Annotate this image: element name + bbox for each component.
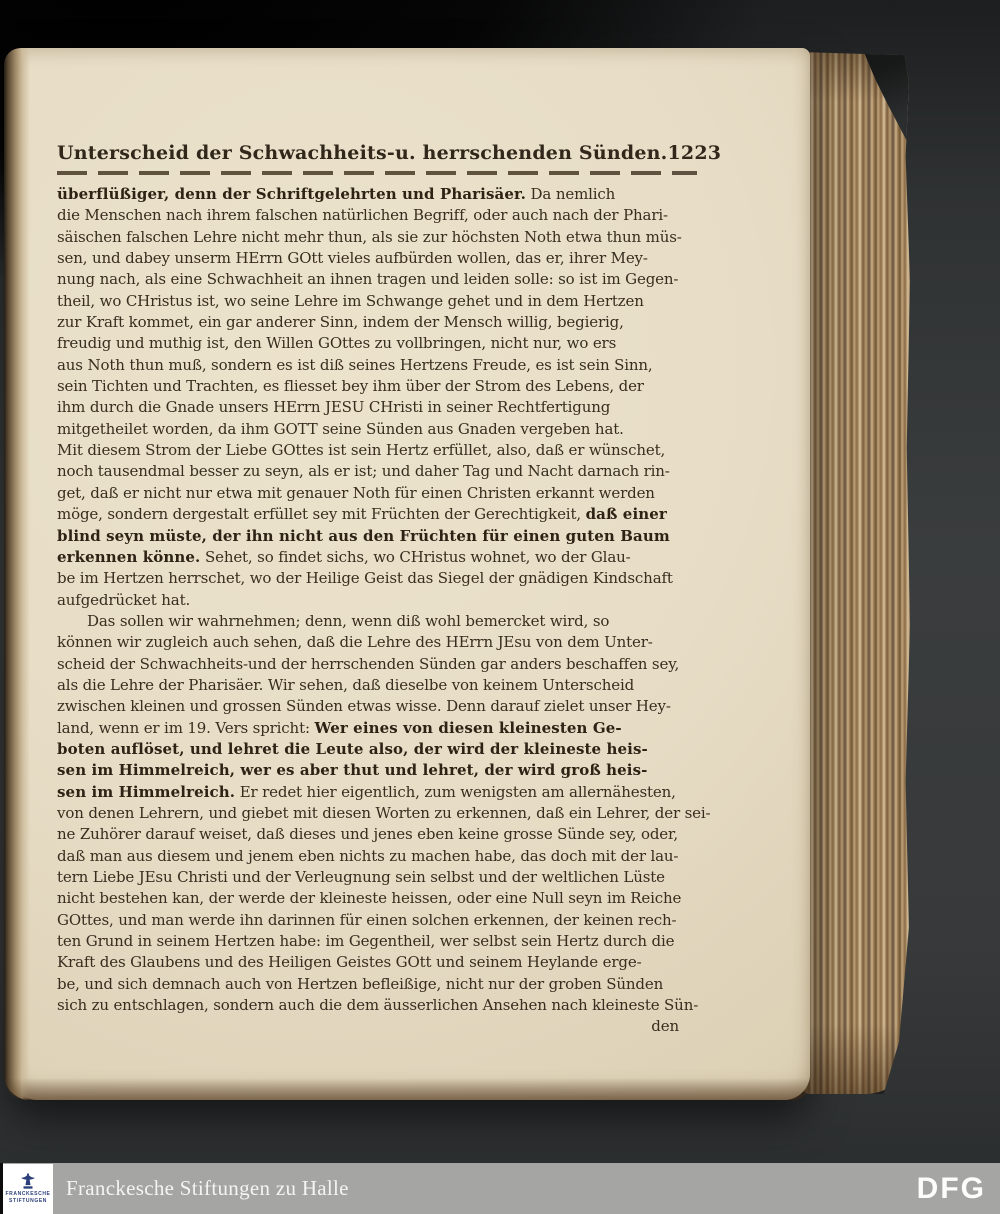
text-line: aus Noth thun muß, sondern es ist diß seines Hertzens Freude, es ist sein Sinn,: [57, 355, 653, 374]
text-line: aufgedrücket hat.: [57, 590, 191, 609]
damaged-corner: [840, 52, 910, 147]
text-line: theil, wo CHristus ist, wo seine Lehre im Schwange gehet und in dem Hertzen: [57, 291, 644, 310]
text-line: scheid der Schwachheits-und der herrschenden Sünden gar anders beschaffen sey,: [57, 654, 680, 673]
franckesche-logo: [3, 1164, 53, 1214]
book-page: [4, 48, 810, 1100]
text-line: möge, sondern dergestalt erfüllet sey mit Früchten der Gerechtigkeit, daß einer: [57, 505, 667, 524]
text-line: zwischen kleinen und grossen Sünden etwas wisse. Denn darauf zielet unser Hey-: [57, 697, 671, 716]
text-line: ne Zuhörer darauf weiset, daß dieses und jenes eben keine grosse Sünde sey, oder,: [57, 825, 679, 844]
text-line: mitgetheilet worden, da ihm GOTT seine Sünden aus Gnaden vergeben hat.: [57, 419, 624, 438]
page-content: [57, 142, 722, 1038]
text-line: ihm durch die Gnade unsers HErrn JESU CHristi in seiner Rechtfertigung: [57, 398, 611, 417]
running-head: [57, 142, 722, 164]
text-line: erkennen könne. Sehet, so findet sichs, wo CHristus wohnet, wo der Glau-: [57, 547, 631, 566]
catchword: den: [651, 1017, 679, 1036]
text-line: blind seyn müste, der ihn nicht aus den Früchten für einen guten Baum: [57, 526, 670, 545]
text-line: Das sollen wir wahrnehmen; denn, wenn diß wohl bemercket wird, so: [87, 611, 610, 630]
text-line: nung nach, als eine Schwachheit an ihnen tragen und leiden solle: so ist im Gegen-: [57, 270, 679, 289]
text-line: tern Liebe JEsu Christi und der Verleugnung sein selbst und der weltlichen Lüste: [57, 868, 665, 886]
text-line: sich zu entschlagen, sondern auch die dem äusserlichen Ansehen nach kleineste Sün-: [57, 996, 699, 1015]
text-line: noch tausendmal besser zu seyn, als er ist; und daher Tag und Nacht darnach rin-: [57, 462, 670, 481]
text-line: Kraft des Glaubens und des Heiligen Geistes GOtt und seinem Heylande erge-: [57, 953, 642, 972]
text-line: be im Hertzen herrschet, wo der Heilige Geist das Siegel der gnädigen Kindschaft: [57, 569, 673, 588]
text-line: von denen Lehrern, und giebet mit diesen Worten zu erkennen, daß ein Lehrer, der sei-: [57, 803, 711, 822]
dfg-logo: DFG: [916, 1171, 986, 1205]
text-line: Mit diesem Strom der Liebe GOttes ist sein Hertz erfüllet, also, daß er wünschet,: [57, 441, 666, 460]
text-line: ten Grund in seinem Hertzen habe: im Gegentheil, wer selbst sein Hertz durch die: [57, 932, 675, 951]
text-line: be, und sich demnach auch von Hertzen befleißige, nicht nur der groben Sünden: [57, 974, 664, 993]
institution-title: Franckesche Stiftungen zu Halle: [66, 1176, 349, 1200]
page-number: 1223: [667, 142, 722, 164]
text-line: freudig und muthig ist, den Willen GOttes zu vollbringen, nicht nur, wo ers: [57, 334, 617, 353]
page-header-title: Unterscheid der Schwachheits-u. herrschenden Sünden.: [57, 142, 668, 164]
logo-caption-line1: FRANCKESCHE: [5, 1191, 51, 1198]
text-line: sein Tichten und Trachten, es fliesset bey ihm über der Strom des Lebens, der: [57, 377, 644, 396]
text-block: [57, 184, 711, 1038]
footer-bar: [0, 1163, 1000, 1214]
text-line: sen, und dabey unserm HErrn GOtt vieles aufbürden wollen, das er, ihrer Mey-: [57, 249, 648, 268]
text-line: get, daß er nicht nur etwa mit genauer Noth für einen Christen erkannt werden: [57, 483, 655, 502]
text-line: zur Kraft kommet, ein gar anderer Sinn, indem der Mensch willig, begierig,: [57, 313, 624, 332]
logo-caption-line2: STIFTUNGEN: [9, 1198, 47, 1204]
text-line: sen im Himmelreich. Er redet hier eigentlich, zum wenigsten am allernähesten,: [57, 782, 676, 801]
text-line: die Menschen nach ihrem falschen natürlichen Begriff, oder auch nach der Phari-: [57, 206, 668, 225]
text-line: als die Lehre der Pharisäer. Wir sehen, daß dieselbe von keinem Unterscheid: [57, 675, 635, 694]
text-line: säischen falschen Lehre nicht mehr thun, als sie zur höchsten Noth etwa thun müs-: [57, 227, 682, 246]
header-rule: [57, 171, 697, 175]
book-fore-edge: [800, 52, 910, 1094]
text-line: sen im Himmelreich, wer es aber thut und lehret, der wird groß heis-: [57, 761, 648, 780]
text-line: boten auflöset, und lehret die Leute also, der wird der kleineste heis-: [57, 739, 648, 758]
text-line: nicht bestehen kan, der werde der kleineste heissen, oder eine Null seyn im Reiche: [57, 889, 682, 908]
text-line: daß man aus diesem und jenem eben nichts zu machen habe, das doch mit der lau-: [57, 846, 679, 865]
text-line: GOttes, und man werde ihn darinnen für einen solchen erkennen, der keinen rech-: [57, 910, 677, 929]
text-line: land, wenn er im 19. Vers spricht: Wer eines von diesen kleinesten Ge-: [57, 718, 622, 737]
text-line: können wir zugleich auch sehen, daß die Lehre des HErrn JEsu von dem Unter-: [57, 633, 653, 652]
text-line: überflüßiger, denn der Schriftgelehrten und Pharisäer. Da nemlich: [57, 185, 616, 203]
franckesche-eagle-icon: [17, 1173, 39, 1191]
